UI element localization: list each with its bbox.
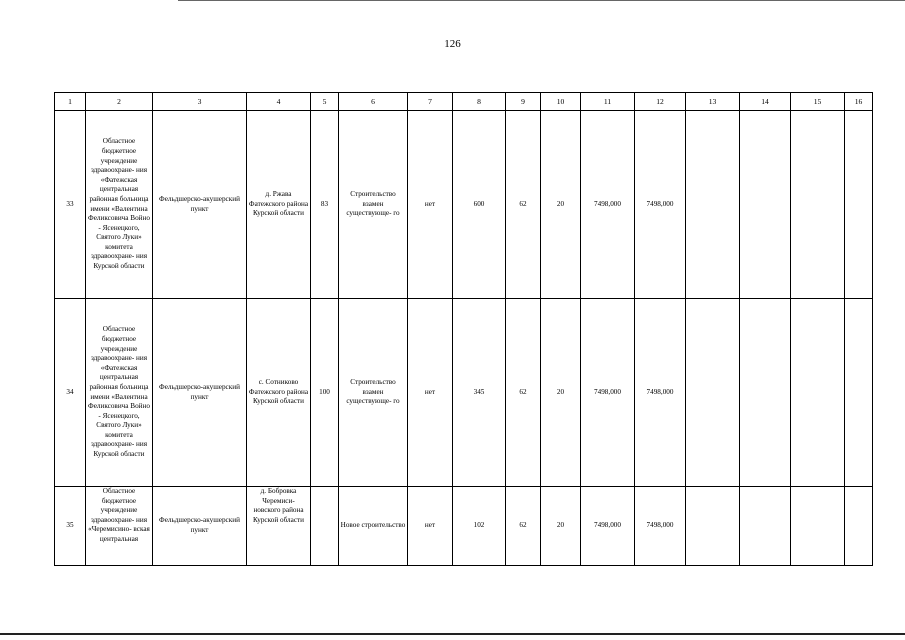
work-type-cell: Строительство взамен существующе- го: [339, 111, 408, 299]
column-header: 16: [845, 93, 873, 111]
institution-cell: Областное бюджетное учреждение здравоохране- ния «Фатежская центральная районная больница имени «Валентина Феликсовича Войно - Ясенецкого, Святого Луки» комитета здравоохране- ния Курской области: [86, 111, 153, 299]
column-header: 15: [791, 93, 845, 111]
table-row: [55, 487, 873, 566]
cell-col15: [791, 487, 845, 566]
cell-col7: нет: [408, 487, 453, 566]
cell-col13: [686, 111, 740, 299]
cell-col5: 100: [311, 299, 339, 487]
cell-col8: 600: [453, 111, 506, 299]
cell-col15: [791, 111, 845, 299]
top-rule: [178, 0, 905, 1]
cell-col5: 83: [311, 111, 339, 299]
column-header: 10: [541, 93, 581, 111]
object-cell: Фельдшерско-акушерский пункт: [153, 111, 247, 299]
cell-col9: 62: [506, 111, 541, 299]
cell-col5: [311, 487, 339, 566]
column-header: 14: [740, 93, 791, 111]
column-header: 7: [408, 93, 453, 111]
cell-col12: 7498,000: [635, 111, 686, 299]
column-header: 11: [581, 93, 635, 111]
row-number: 34: [55, 299, 86, 487]
cell-col11: 7498,000: [581, 487, 635, 566]
column-header: 12: [635, 93, 686, 111]
cell-col10: 20: [541, 111, 581, 299]
page-number: 126: [444, 38, 461, 50]
column-header: 3: [153, 93, 247, 111]
cell-col13: [686, 487, 740, 566]
data-table: [54, 92, 873, 566]
cell-col15: [791, 299, 845, 487]
row-number: 35: [55, 487, 86, 566]
column-header: 1: [55, 93, 86, 111]
column-header: 4: [247, 93, 311, 111]
cell-col8: 102: [453, 487, 506, 566]
table-row: [55, 111, 873, 299]
column-header: 6: [339, 93, 408, 111]
table-row: [55, 299, 873, 487]
cell-col12: 7498,000: [635, 299, 686, 487]
work-type-cell: Строительство взамен существующе- го: [339, 299, 408, 487]
work-type-cell: Новое строительство: [339, 487, 408, 566]
location-cell: д. Бобровка Черемиси- новского района Курской области: [247, 487, 311, 566]
cell-col12: 7498,000: [635, 487, 686, 566]
table-header-row: [55, 93, 873, 111]
column-header: 8: [453, 93, 506, 111]
institution-cell: Областное бюджетное учреждение здравоохране- ния «Фатежская центральная районная больница имени «Валентина Феликсовича Войно - Ясенецкого, Святого Луки» комитета здравоохране- ния Курской области: [86, 299, 153, 487]
column-header: 13: [686, 93, 740, 111]
column-header: 5: [311, 93, 339, 111]
column-header: 2: [86, 93, 153, 111]
location-cell: с. Сотниково Фатежского района Курской области: [247, 299, 311, 487]
row-number: 33: [55, 111, 86, 299]
cell-col16: [845, 111, 873, 299]
cell-col14: [740, 299, 791, 487]
cell-col16: [845, 299, 873, 487]
object-cell: Фельдшерско-акушерский пункт: [153, 487, 247, 566]
cell-col16: [845, 487, 873, 566]
cell-col8: 345: [453, 299, 506, 487]
cell-col14: [740, 111, 791, 299]
cell-col11: 7498,000: [581, 299, 635, 487]
cell-col9: 62: [506, 487, 541, 566]
cell-col13: [686, 299, 740, 487]
cell-col14: [740, 487, 791, 566]
column-header: 9: [506, 93, 541, 111]
institution-cell: Областное бюджетное учреждение здравоохране- ния «Черемисино- вская центральная: [86, 487, 153, 566]
bottom-rule: [0, 633, 905, 635]
cell-col10: 20: [541, 487, 581, 566]
location-cell: д. Ржава Фатежского района Курской области: [247, 111, 311, 299]
cell-col7: нет: [408, 111, 453, 299]
cell-col10: 20: [541, 299, 581, 487]
cell-col7: нет: [408, 299, 453, 487]
cell-col9: 62: [506, 299, 541, 487]
object-cell: Фельдшерско-акушерский пункт: [153, 299, 247, 487]
cell-col11: 7498,000: [581, 111, 635, 299]
